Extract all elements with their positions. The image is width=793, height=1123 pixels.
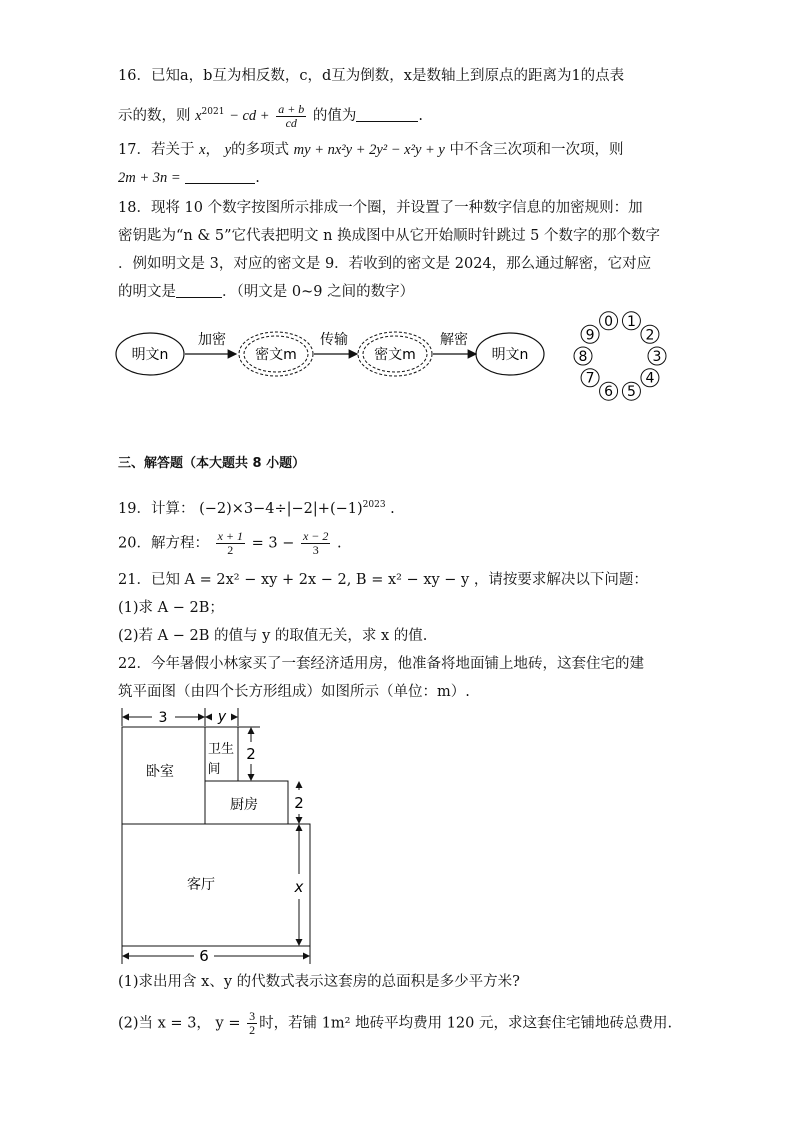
digit-node-4: [641, 369, 659, 387]
q16-answer-blank[interactable]: [356, 107, 418, 122]
q16-expr-x: x: [195, 108, 202, 124]
dim-2b-label: 2: [294, 794, 304, 812]
dim-2a-label: 2: [246, 745, 256, 763]
q19-expression: (−2)×3−4÷|−2|+(−1): [199, 501, 363, 517]
q16-suffix: 的值为: [312, 108, 357, 124]
q18-line1: 18．现将 10 个数字按图所示排成一个圈，并设置了一种数字信息的加密规则：加: [118, 200, 643, 216]
digit-label: 3: [652, 349, 662, 365]
digit-label: 5: [626, 384, 636, 401]
q16-line2: [118, 102, 423, 130]
bathroom-label-1: 卫生: [207, 742, 235, 757]
dim-6-label: 6: [199, 947, 209, 965]
living-room-rect: [122, 824, 310, 946]
q22-part2-fraction: [247, 1010, 257, 1037]
q20-frac1-numerator: x + 1: [217, 529, 243, 543]
q19-prefix: 19．计算：: [118, 501, 195, 517]
q18-line4-prefix: 的明文是: [118, 284, 176, 300]
digit-node-2: [641, 325, 659, 343]
dim-x-label: x: [294, 878, 304, 896]
digit-circle: [570, 304, 670, 404]
q18-line4-suffix: ．（明文是 0~9 之间的数字）: [222, 284, 415, 300]
digit-label: 1: [626, 313, 636, 330]
bathroom-label-2: 间: [207, 762, 221, 777]
q16-frac-numerator: a + b: [278, 101, 305, 116]
q18-line4: [118, 282, 414, 302]
q21-part2: (2)若 A − 2B 的值与 y 的取值无关，求 x 的值.: [118, 628, 428, 644]
floor-plan: [110, 704, 330, 970]
digit-label: 6: [604, 384, 614, 401]
digit-label: 4: [645, 370, 655, 387]
q22-part2-frac-numerator: 3: [249, 1009, 256, 1023]
q16-fraction: [276, 103, 306, 130]
q19-exponent: 2023: [362, 500, 386, 510]
digit-node-8: [574, 347, 592, 365]
digit-node-7: [581, 369, 599, 387]
q17-var-y: y: [224, 142, 232, 158]
encrypt-label: 加密: [198, 332, 226, 348]
q17-line2: [118, 168, 260, 188]
q22-part1: (1)求出用含 x、y 的代数式表示这套房的总面积是多少平方米?: [118, 974, 520, 990]
q20-frac1-denominator: 2: [227, 543, 234, 557]
q16-prefix: 示的数，则: [118, 108, 191, 124]
q16-end: .: [418, 108, 424, 124]
plaintext-label: 明文n: [131, 347, 169, 363]
digit-label: 2: [645, 327, 655, 344]
q16-frac-denominator: cd: [285, 115, 297, 130]
q22-line1: 22．今年暑假小林家买了一套经济适用房，他准备将地面铺上地砖，这套住宅的建: [118, 656, 644, 672]
q16-line1: 16．已知a，b互为相反数，c，d互为倒数，x是数轴上到原点的距离为1的点表: [118, 68, 625, 84]
digit-label: 9: [585, 327, 595, 344]
q20-line: [118, 530, 342, 557]
q17-line1: 17．若关于 x， y的多项式 my + nx²y + 2y² − x²y + y 中不含三次项和一次项，则: [118, 142, 624, 158]
q20-end: .: [337, 535, 342, 552]
digit-label: 0: [604, 313, 614, 330]
q17-end: .: [255, 170, 260, 186]
digit-node-1: [622, 312, 640, 330]
q18-line2: 密钥匙为“n & 5”它代表把明文 n 换成图中从它开始顺时针跳过 5 个数字的那个数字: [118, 228, 661, 244]
digit-node-3: [648, 347, 666, 365]
q22-line2: 筑平面图（由四个长方形组成）如图所示（单位：m）.: [118, 684, 470, 700]
digit-node-5: [622, 382, 640, 400]
q20-fraction-1: [216, 530, 245, 557]
q17-polynomial: my + nx²y + 2y² − x²y + y: [293, 142, 445, 158]
q22-part2-prefix: (2)当 x = 3， y =: [118, 1015, 241, 1032]
digit-node-6: [600, 382, 618, 400]
ciphertext-label-2: 密文m: [374, 347, 416, 363]
dim-3-label: 3: [158, 710, 168, 726]
q21-line1: 21．已知 A = 2x² − xy + 2x − 2, B = x² − xy − y ，请按要求解决以下问题：: [118, 572, 648, 588]
q16-exponent: 2021: [201, 107, 225, 117]
digit-node-9: [581, 325, 599, 343]
plaintext-label-2: 明文n: [491, 347, 529, 363]
q20-prefix: 20．解方程：: [118, 535, 209, 552]
q19-line: [118, 495, 395, 519]
q17-var-x: x: [199, 142, 206, 158]
q22-part2-suffix: 时，若铺 1m² 地砖平均费用 120 元，求这套住宅铺地砖总费用.: [259, 1015, 673, 1032]
q20-frac2-numerator: x − 2: [302, 529, 329, 543]
encryption-flow-diagram: [110, 318, 550, 388]
q17-answer-blank[interactable]: [185, 169, 255, 184]
kitchen-label: 厨房: [230, 797, 258, 813]
q17-suffix: 中不含三次项和一次项，则: [449, 142, 624, 158]
digit-node-0: [600, 312, 618, 330]
section-3-heading: 三、解答题（本大题共 8 小题）: [118, 456, 306, 471]
q22-part2: [118, 1010, 672, 1037]
q17-mid: 的多项式: [231, 142, 290, 158]
bedroom-label: 卧室: [146, 764, 174, 780]
q20-frac2-denominator: 3: [312, 543, 319, 557]
q17-ask: 2m + 3n =: [118, 170, 181, 186]
q19-end: .: [390, 501, 395, 517]
q18-answer-blank[interactable]: [176, 283, 222, 298]
q18-line3: ．例如明文是 3，对应的密文是 9．若收到的密文是 2024，那么通过解密，它对应: [118, 256, 652, 272]
q20-fraction-2: [301, 530, 330, 557]
dim-y-label: y: [217, 709, 227, 725]
ciphertext-label-1: 密文m: [255, 347, 297, 363]
q22-part2-frac-denominator: 2: [249, 1023, 256, 1037]
digit-label: 8: [578, 349, 588, 365]
transmit-label: 传输: [320, 332, 348, 348]
q16-expr-mid: − cd +: [229, 108, 270, 124]
q17-prefix: 17．若关于: [118, 142, 195, 158]
living-room-label: 客厅: [187, 877, 215, 893]
digit-label: 7: [585, 370, 595, 387]
q21-part1: (1)求 A − 2B；: [118, 600, 224, 616]
q20-mid: = 3 −: [251, 535, 295, 552]
decrypt-label: 解密: [440, 332, 468, 348]
